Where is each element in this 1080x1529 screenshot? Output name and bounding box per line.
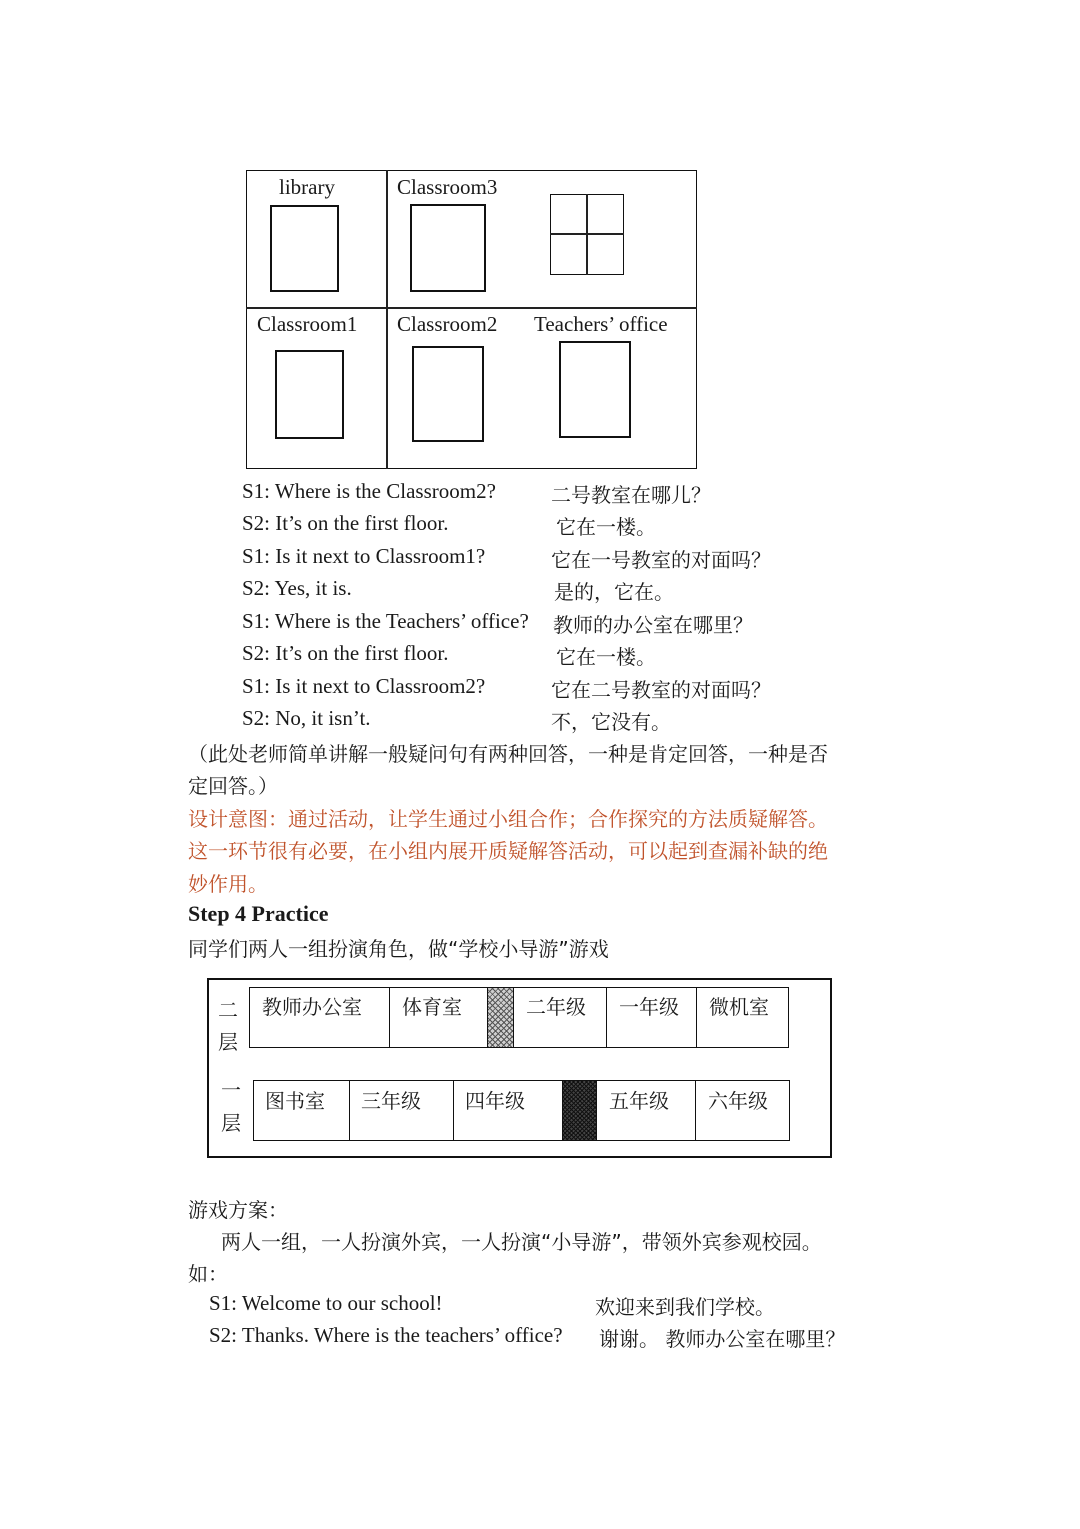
room-label-classroom3: Classroom3 bbox=[397, 175, 498, 199]
room-library bbox=[270, 205, 339, 292]
dialogue-line-cn: 欢迎来到我们学校。 bbox=[595, 1295, 775, 1319]
window-icon-bar-h bbox=[550, 233, 624, 235]
floor-plan-divider-h bbox=[246, 307, 697, 309]
explanation-line-1: （此处老师简单讲解一般疑问句有两种回答，一种是肯定回答，一种是否 bbox=[188, 742, 828, 766]
game-title: 游戏方案： bbox=[188, 1198, 288, 1222]
room-name: 四年级 bbox=[465, 1089, 525, 1113]
room-name: 体育室 bbox=[402, 995, 462, 1019]
dialogue-line-en: S1: Where is the Classroom2? bbox=[242, 479, 496, 503]
dialogue-line-cn: 教师的办公室在哪里？ bbox=[553, 613, 753, 637]
room-label-teachers-office: Teachers’ office bbox=[534, 312, 668, 336]
dialogue-line-cn: 它在一号教室的对面吗？ bbox=[551, 548, 771, 572]
floor1-label-b: 层 bbox=[221, 1111, 241, 1135]
dialogue-line-cn: 谢谢。 教师办公室在哪里？ bbox=[599, 1327, 846, 1351]
room-classroom1 bbox=[275, 350, 344, 439]
dialogue-line-cn: 它在二号教室的对面吗？ bbox=[551, 678, 771, 702]
dialogue-line-en: S1: Welcome to our school! bbox=[209, 1291, 443, 1315]
design-note-line-1: 设计意图：通过活动，让学生通过小组合作；合作探究的方法质疑解答。 bbox=[188, 807, 828, 831]
dialogue-line-en: S2: Thanks. Where is the teachers’ office? bbox=[209, 1323, 563, 1347]
explanation-line-2: 定回答。） bbox=[188, 774, 278, 798]
dialogue-line-cn: 二号教室在哪儿？ bbox=[551, 483, 711, 507]
room-name: 五年级 bbox=[609, 1089, 669, 1113]
dialogue-line-cn: 它在一楼。 bbox=[556, 645, 656, 669]
room-name: 教师办公室 bbox=[262, 995, 362, 1019]
dialogue-line-en: S2: It’s on the first floor. bbox=[242, 511, 449, 535]
game-example-label: 如： bbox=[188, 1262, 228, 1286]
dialogue-line-en: S1: Where is the Teachers’ office? bbox=[242, 609, 529, 633]
stairs-hatch bbox=[487, 987, 515, 1048]
room-teachers-office bbox=[559, 341, 631, 438]
window-icon-bar-v bbox=[586, 194, 588, 275]
dialogue-line-en: S2: Yes, it is. bbox=[242, 576, 352, 600]
dialogue-line-cn: 它在一楼。 bbox=[556, 515, 656, 539]
room-name: 三年级 bbox=[361, 1089, 421, 1113]
floor2-label-a: 二 bbox=[218, 998, 238, 1022]
room-name: 二年级 bbox=[526, 995, 586, 1019]
floor2-label-b: 层 bbox=[218, 1030, 238, 1054]
floor-plan-divider-v bbox=[386, 170, 388, 469]
dialogue-line-en: S2: No, it isn’t. bbox=[242, 706, 371, 730]
dialogue-line-cn: 不，它没有。 bbox=[551, 710, 671, 734]
stairs-hatch bbox=[562, 1080, 598, 1141]
room-label-classroom1: Classroom1 bbox=[257, 312, 358, 336]
step4-heading: Step 4 Practice bbox=[188, 901, 329, 926]
room-classroom2 bbox=[412, 346, 484, 442]
room-label-library: library bbox=[279, 175, 335, 199]
room-name: 六年级 bbox=[708, 1089, 768, 1113]
game-description: 两人一组，一人扮演外宾，一人扮演“小导游”，带领外宾参观校园。 bbox=[221, 1230, 822, 1254]
floor1-label-a: 一 bbox=[221, 1078, 241, 1102]
dialogue-line-cn: 是的，它在。 bbox=[554, 580, 674, 604]
room-name: 图书室 bbox=[265, 1089, 325, 1113]
dialogue-line-en: S2: It’s on the first floor. bbox=[242, 641, 449, 665]
dialogue-line-en: S1: Is it next to Classroom1? bbox=[242, 544, 486, 568]
room-classroom3 bbox=[410, 204, 486, 292]
design-note-line-2: 这一环节很有必要，在小组内展开质疑解答活动，可以起到查漏补缺的绝 bbox=[188, 839, 828, 863]
room-name: 微机室 bbox=[709, 995, 769, 1019]
room-name: 一年级 bbox=[619, 995, 679, 1019]
room-label-classroom2: Classroom2 bbox=[397, 312, 498, 336]
design-note-line-3: 妙作用。 bbox=[188, 872, 268, 896]
step4-intro: 同学们两人一组扮演角色，做“学校小导游”游戏 bbox=[188, 937, 609, 961]
dialogue-line-en: S1: Is it next to Classroom2? bbox=[242, 674, 486, 698]
